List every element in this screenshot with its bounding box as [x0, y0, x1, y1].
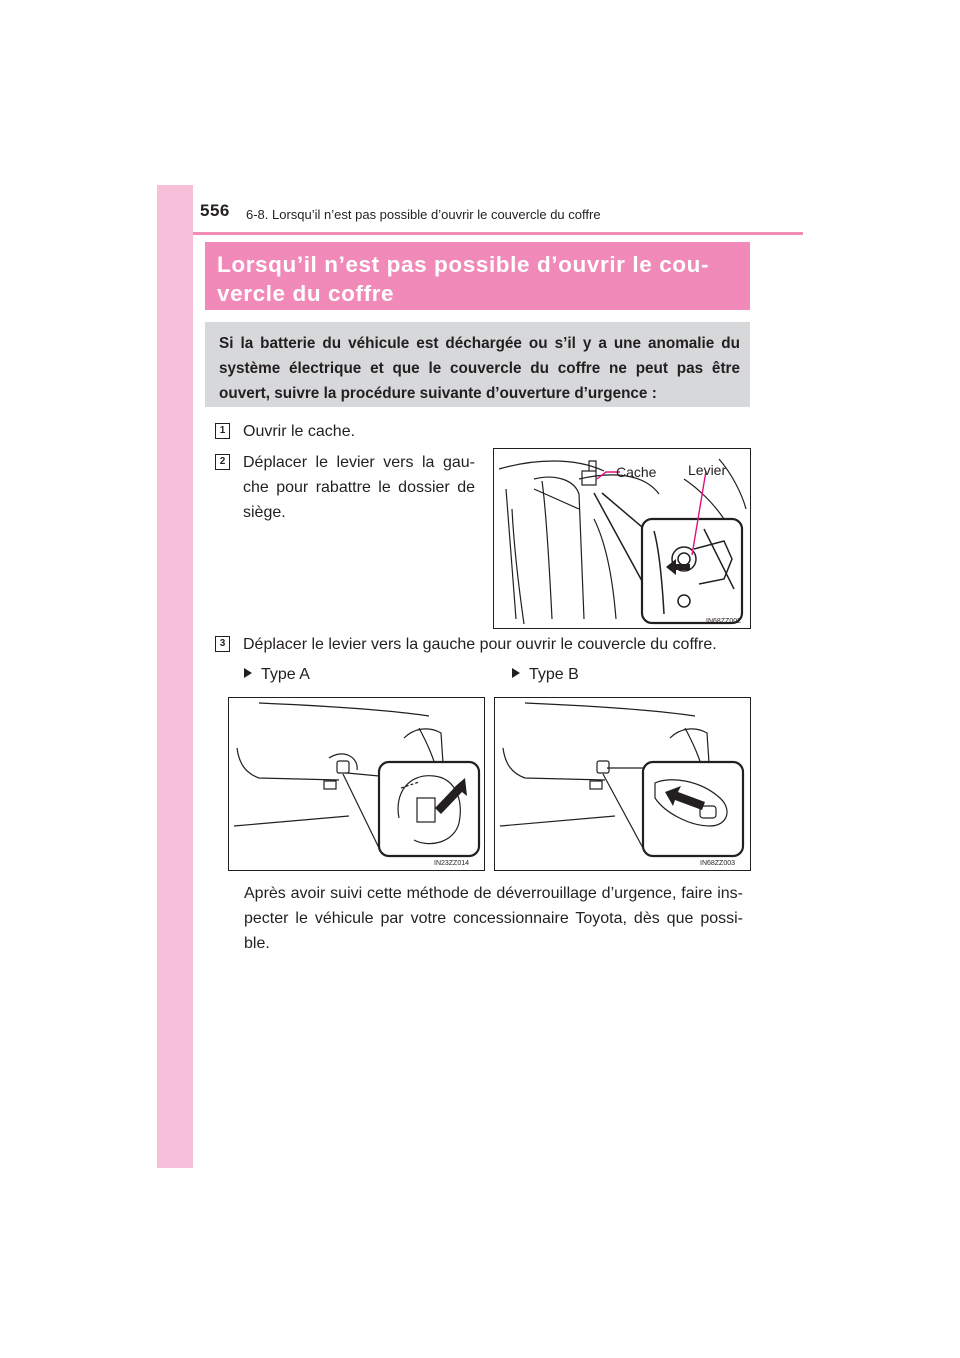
- type-b-illustration: [495, 698, 750, 870]
- type-a-label: Type A: [244, 666, 310, 684]
- section-title: [205, 242, 750, 310]
- step-2-line-2: che pour rabattre le dossier de: [243, 479, 475, 496]
- step-number-3: 3: [215, 636, 230, 652]
- closing-line-2: pecter le véhicule par votre concessionnaire Toyota, dès que possi-: [244, 910, 743, 927]
- seat-lever-illustration: [494, 449, 750, 628]
- triangle-bullet-icon: [512, 668, 520, 678]
- step-1-text: Ouvrir le cache.: [243, 423, 356, 440]
- step-2-line-3: siège.: [243, 504, 286, 521]
- cache-label: Cache: [616, 464, 657, 480]
- step-number-1: 1: [215, 423, 230, 439]
- type-b-label: Type B: [512, 666, 579, 684]
- figure-seat-lever: [493, 448, 751, 629]
- page-number: 556: [200, 201, 230, 220]
- closing-paragraph: [244, 881, 743, 956]
- header-rule: [193, 232, 803, 235]
- figure-code: IN23ZZ014: [434, 860, 470, 867]
- section-title-line-1: Lorsqu’il n’est pas possible d’ouvrir le cou-: [217, 252, 710, 277]
- closing-line-3: ble.: [244, 935, 270, 952]
- triangle-bullet-icon: [244, 668, 252, 678]
- running-head: 6-8. Lorsqu’il n’est pas possible d’ouvrir le couvercle du coffre: [246, 207, 601, 222]
- figure-type-b: [494, 697, 751, 871]
- levier-label: Levier: [688, 462, 727, 478]
- figure-code: IN68ZZ003: [700, 860, 736, 867]
- closing-line-1: Après avoir suivi cette méthode de déverrouillage d’urgence, faire ins-: [244, 885, 743, 902]
- step-3-text: Déplacer le levier vers la gauche pour ouvrir le couvercle du coffre.: [243, 636, 717, 653]
- side-tab-strip: [157, 185, 193, 1168]
- step-number-2: 2: [215, 454, 230, 470]
- section-title-line-2: vercle du coffre: [217, 281, 395, 306]
- step-2-text: [243, 450, 475, 525]
- step-2-line-1: Déplacer le levier vers la gau-: [243, 454, 475, 471]
- figure-type-a: [228, 697, 485, 871]
- intro-box: Si la batterie du véhicule est déchargée ou s’il y a une anomalie du système électrique et que le couvercle du coffre ne peut pas être ouvert, suivre la procédure suivante d’ouverture d’urgence :: [205, 322, 750, 407]
- type-a-illustration: [229, 698, 484, 870]
- figure-code: IN68ZZ002: [706, 618, 742, 625]
